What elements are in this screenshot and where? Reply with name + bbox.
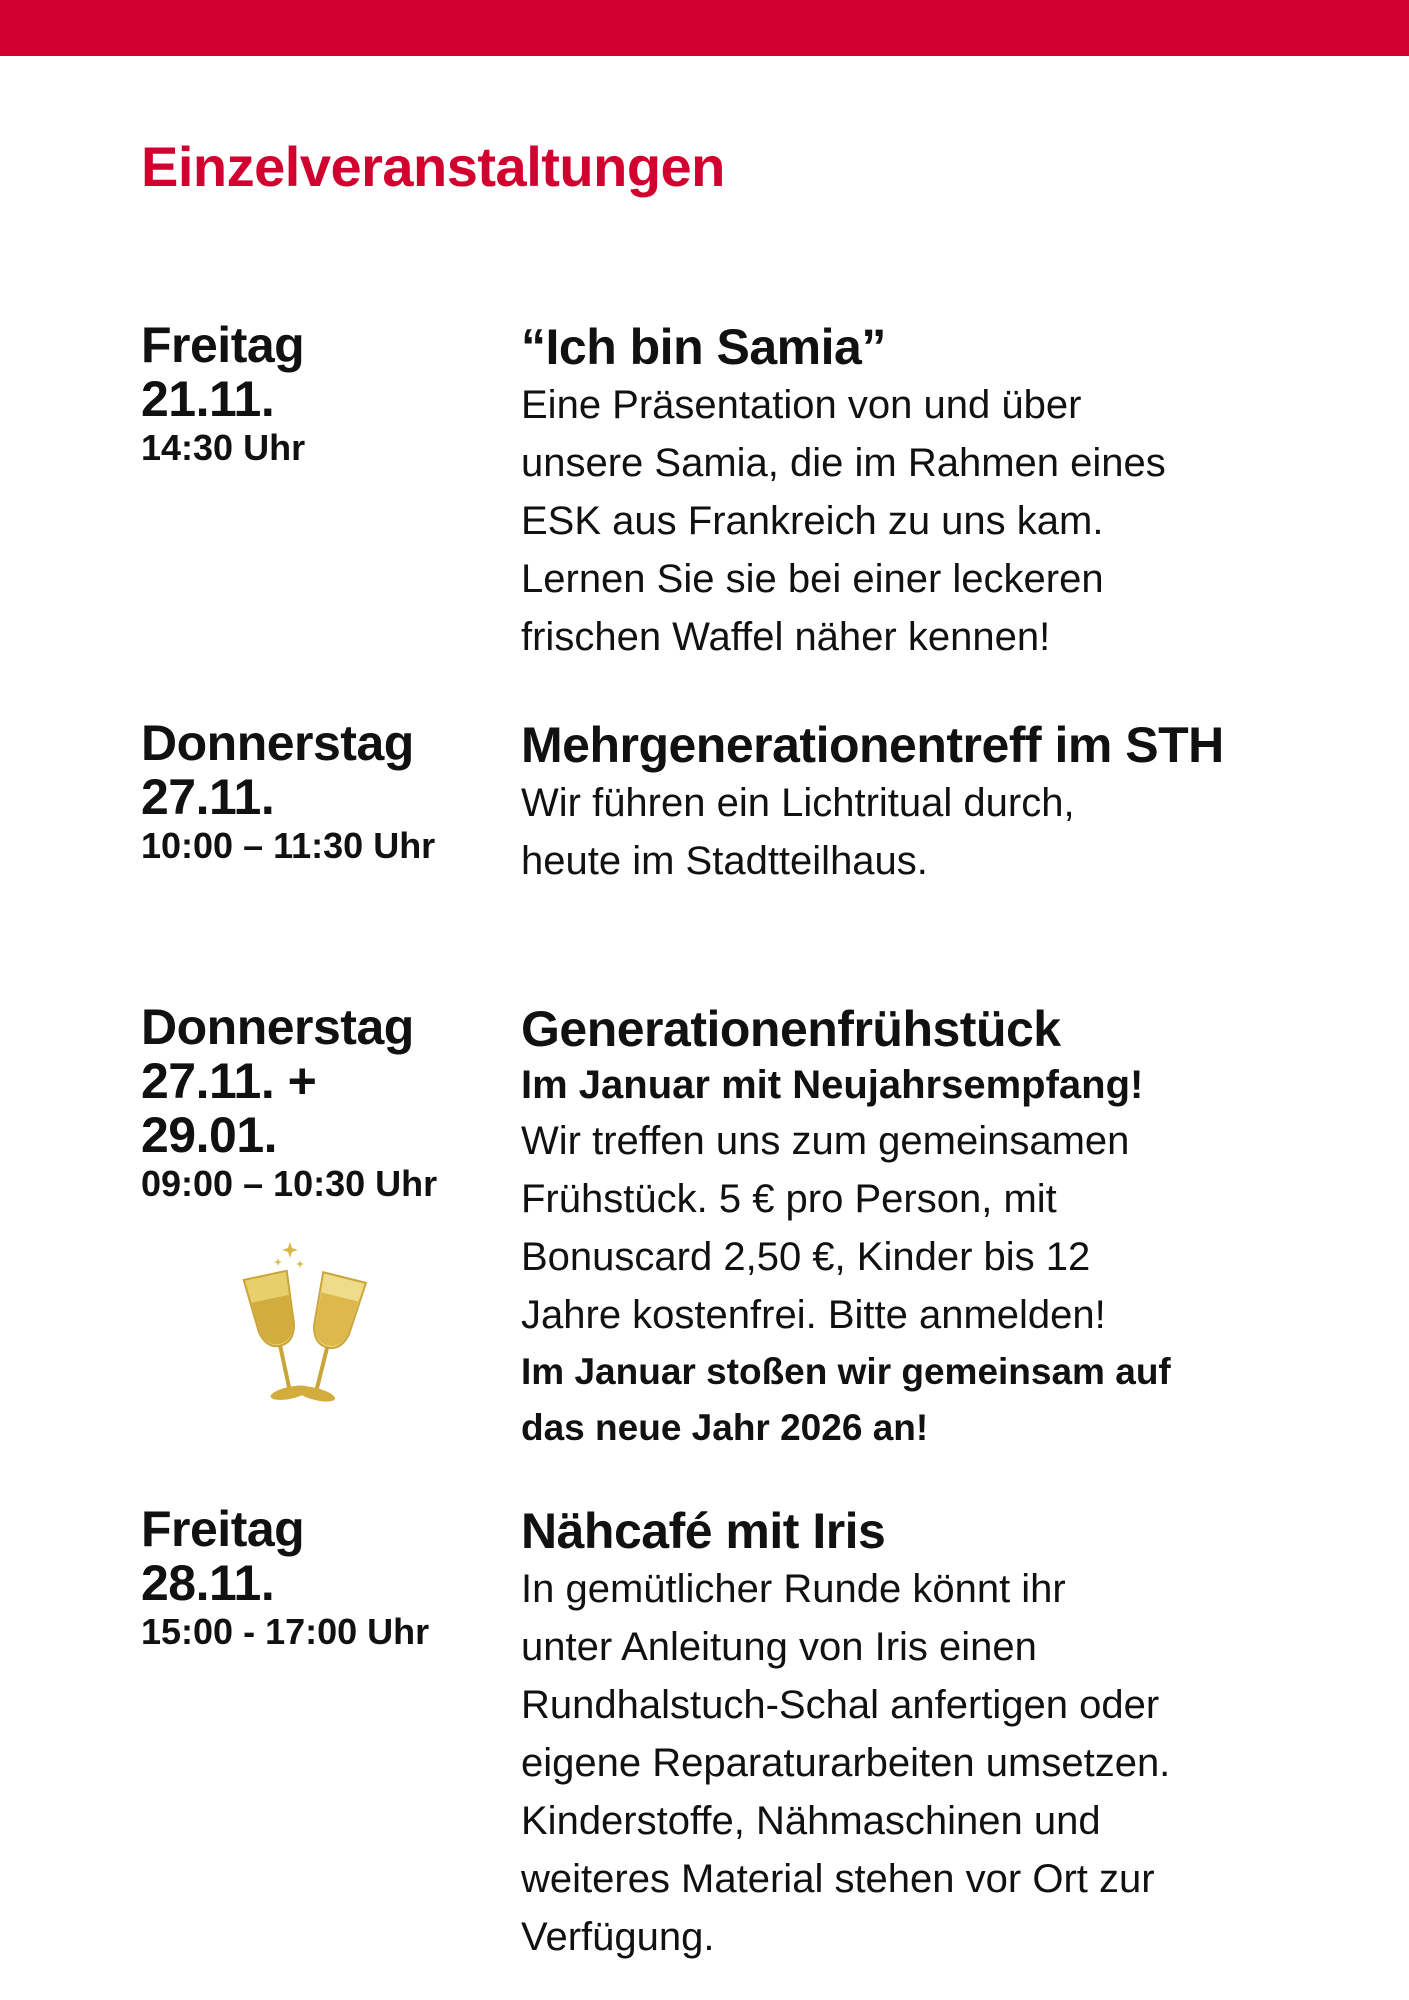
event-description bbox=[521, 774, 1409, 890]
description-line: ESK aus Frankreich zu uns kam. bbox=[521, 499, 1104, 543]
event-body bbox=[521, 1000, 1409, 1456]
event-date: 27.11. bbox=[141, 769, 275, 825]
event-subtitle: Im Januar mit Neujahrsempfang! bbox=[521, 1063, 1144, 1107]
highlight-line: Im Januar stoßen wir gemeinsam auf bbox=[521, 1351, 1171, 1392]
event-date: 27.11. + bbox=[141, 1053, 317, 1109]
event-description bbox=[521, 1112, 1409, 1344]
event-day: Donnerstag bbox=[141, 715, 414, 771]
event-time: 15:00 - 17:00 Uhr bbox=[141, 1611, 430, 1652]
event-day: Donnerstag bbox=[141, 999, 414, 1055]
right-glass bbox=[293, 1272, 366, 1405]
description-line: Lernen Sie sie bei einer leckeren bbox=[521, 557, 1104, 601]
event-date: 28.11. bbox=[141, 1555, 275, 1611]
left-glass bbox=[244, 1271, 313, 1403]
sparkle-icon bbox=[274, 1242, 304, 1268]
champagne-glasses-icon bbox=[232, 1236, 382, 1416]
event-title: Generationenfrühstück bbox=[521, 1001, 1061, 1057]
description-line: Wir treffen uns zum gemeinsamen bbox=[521, 1119, 1130, 1163]
event-date-block bbox=[141, 716, 481, 868]
description-line: Kinderstoffe, Nähmaschinen und bbox=[521, 1799, 1101, 1843]
description-line: weiteres Material stehen vor Ort zur bbox=[521, 1857, 1155, 1901]
event-description bbox=[521, 376, 1409, 666]
event-date-block bbox=[141, 1000, 481, 1206]
event-title: Mehrgenerationentreff im STH bbox=[521, 717, 1224, 773]
description-line: unter Anleitung von Iris einen bbox=[521, 1625, 1037, 1669]
event-time: 14:30 Uhr bbox=[141, 427, 306, 468]
description-line: eigene Reparaturarbeiten umsetzen. bbox=[521, 1741, 1171, 1785]
event-body bbox=[521, 716, 1409, 890]
description-line: Wir führen ein Lichtritual durch, bbox=[521, 781, 1075, 825]
event-date: 21.11. bbox=[141, 371, 275, 427]
event-body bbox=[521, 1502, 1409, 1966]
description-line: heute im Stadtteilhaus. bbox=[521, 839, 928, 883]
event-time: 10:00 – 11:30 Uhr bbox=[141, 825, 436, 866]
description-line: Frühstück. 5 € pro Person, mit bbox=[521, 1177, 1057, 1221]
event-date-block bbox=[141, 1502, 481, 1654]
event-title: “Ich bin Samia” bbox=[521, 319, 886, 375]
description-line: Rundhalstuch-Schal anfertigen oder bbox=[521, 1683, 1160, 1727]
highlight-line: das neue Jahr 2026 an! bbox=[521, 1407, 929, 1448]
description-line: Bonuscard 2,50 €, Kinder bis 12 bbox=[521, 1235, 1091, 1279]
event-date-block bbox=[141, 318, 481, 470]
event-highlight bbox=[521, 1344, 1409, 1456]
description-line: unsere Samia, die im Rahmen eines bbox=[521, 441, 1166, 485]
description-line: In gemütlicher Runde könnt ihr bbox=[521, 1567, 1066, 1611]
event-day: Freitag bbox=[141, 317, 305, 373]
description-line: frischen Waffel näher kennen! bbox=[521, 615, 1051, 659]
page-title: Einzelveranstaltungen bbox=[141, 135, 725, 198]
event-day: Freitag bbox=[141, 1501, 305, 1557]
description-line: Verfügung. bbox=[521, 1915, 715, 1959]
top-accent-bar bbox=[0, 0, 1409, 56]
event-time: 09:00 – 10:30 Uhr bbox=[141, 1163, 438, 1204]
event-date: 29.01. bbox=[141, 1107, 278, 1163]
event-body bbox=[521, 318, 1409, 666]
event-title: Nähcafé mit Iris bbox=[521, 1503, 886, 1559]
event-description bbox=[521, 1560, 1409, 1966]
description-line: Eine Präsentation von und über bbox=[521, 383, 1082, 427]
description-line: Jahre kostenfrei. Bitte anmelden! bbox=[521, 1293, 1106, 1337]
